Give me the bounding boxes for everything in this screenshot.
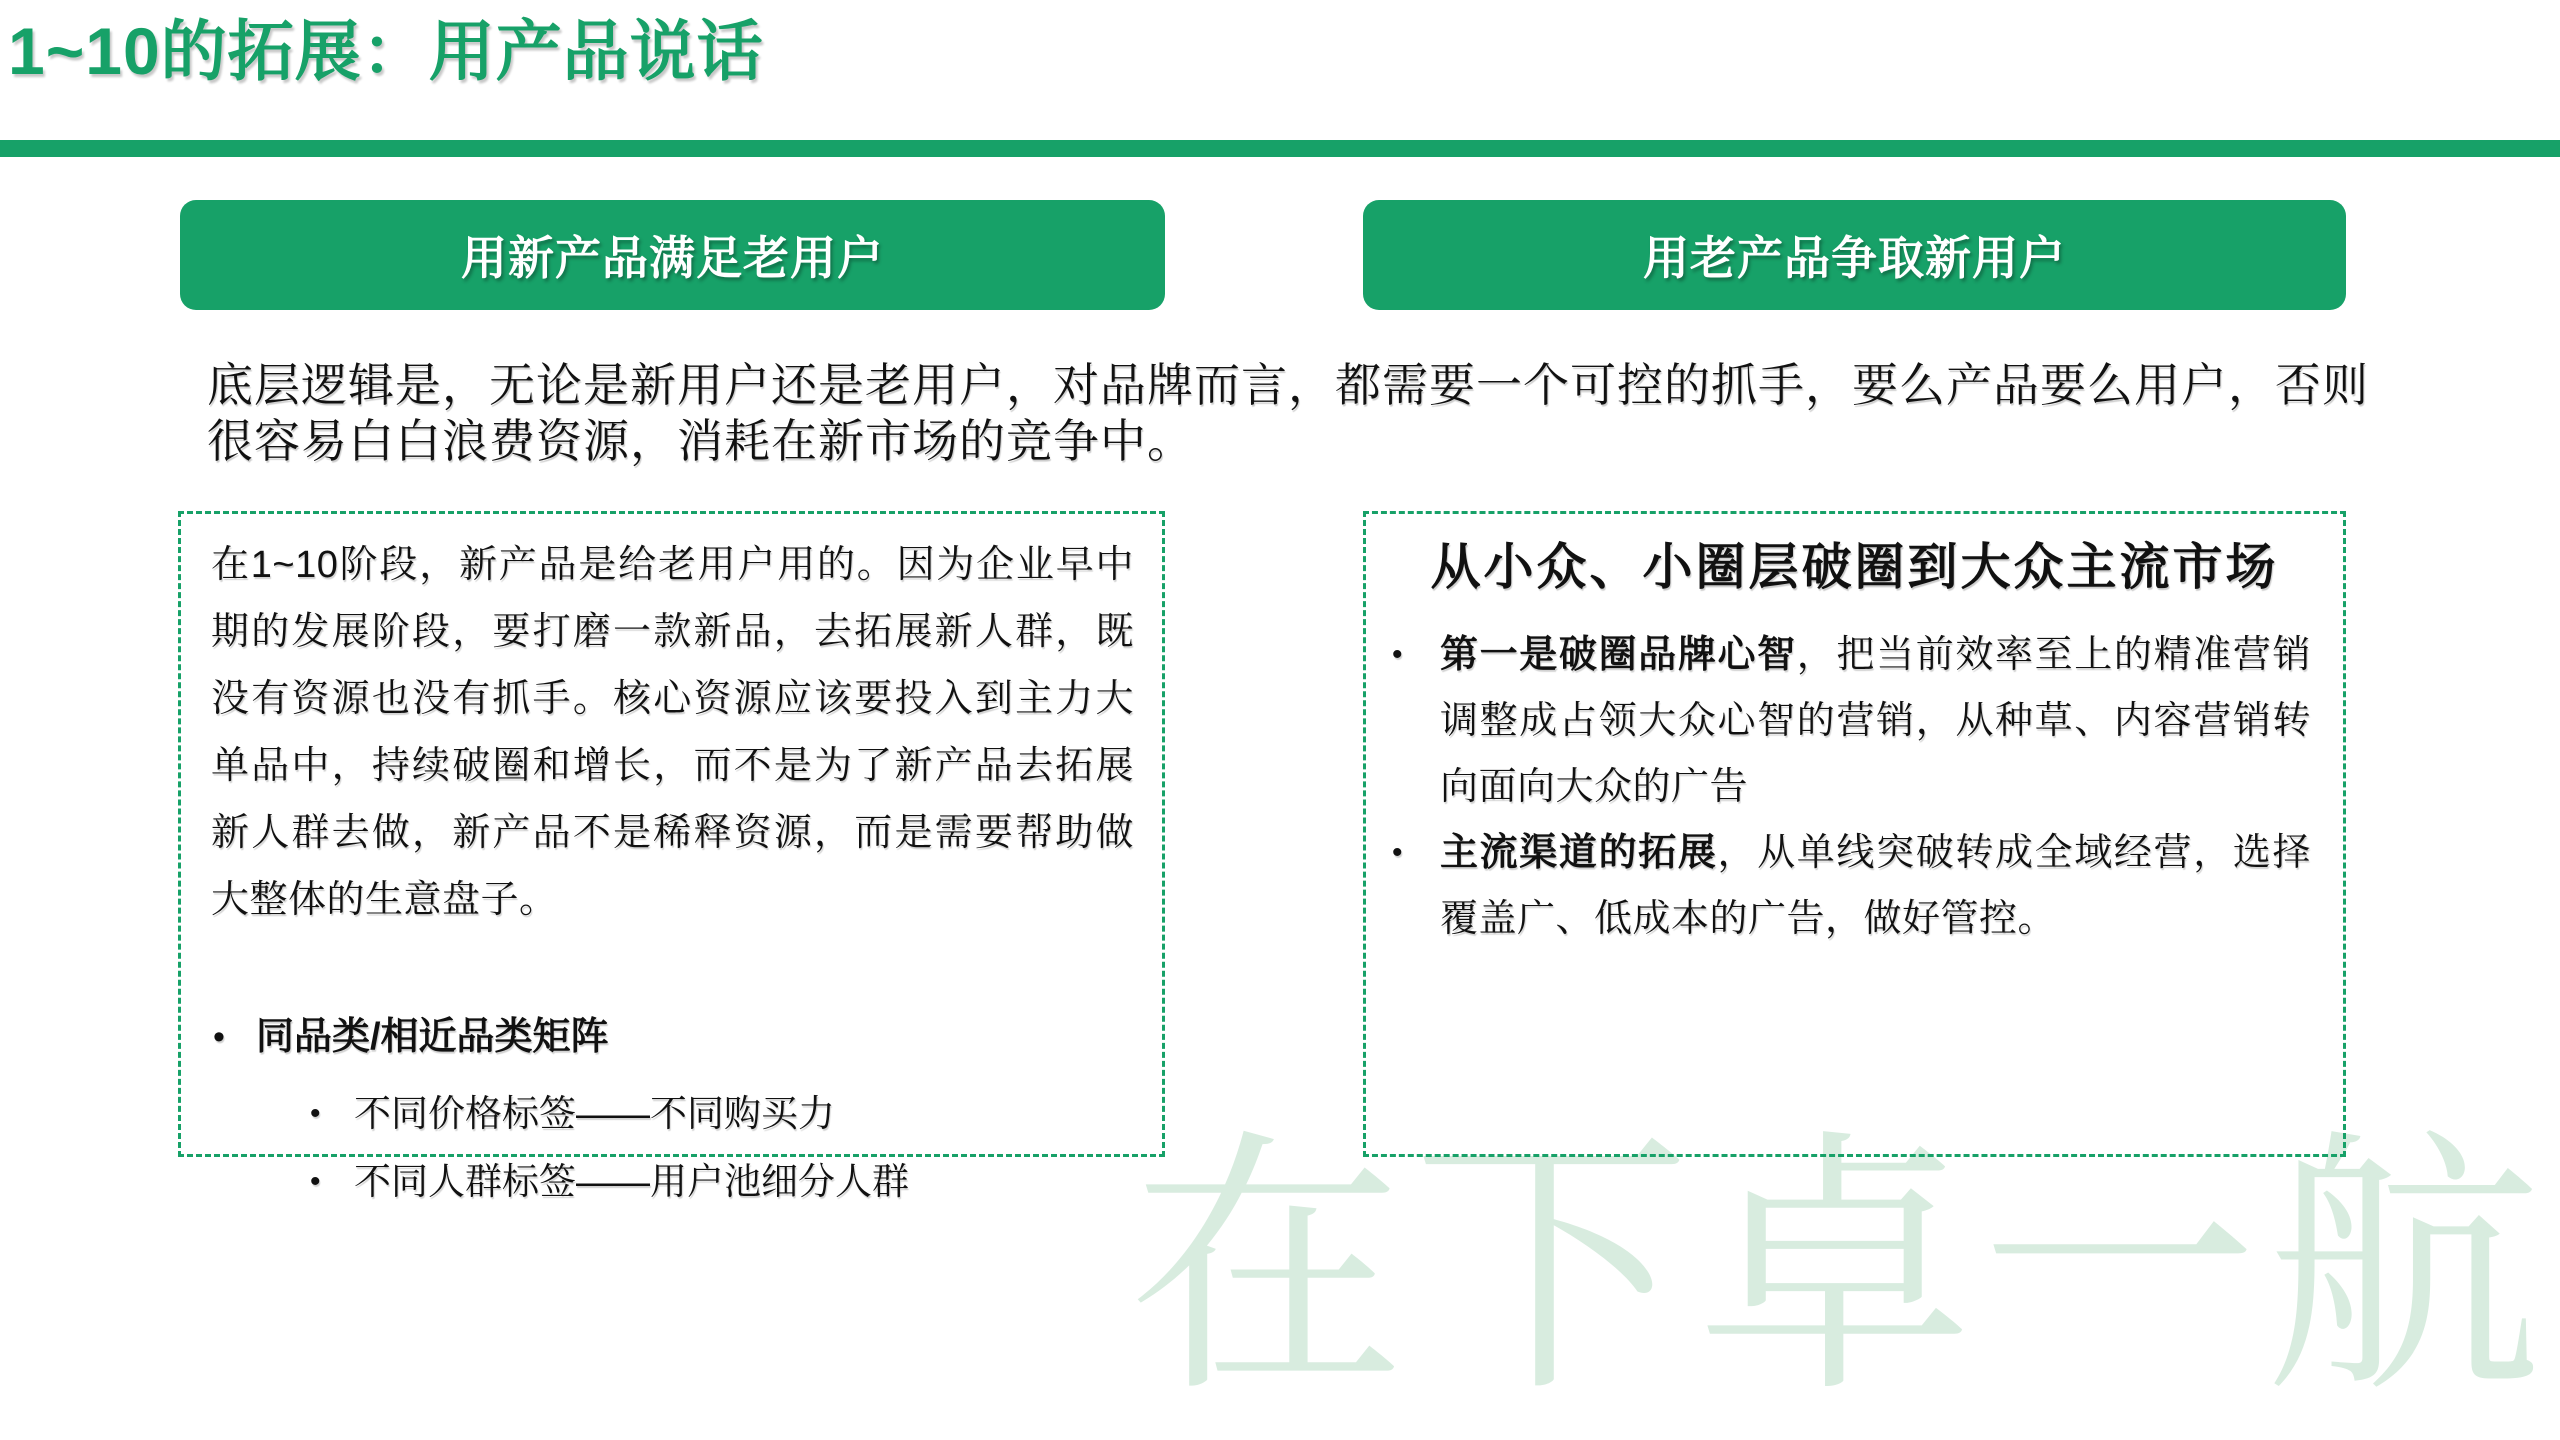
left-box-sub-bullet-list	[181, 1080, 1162, 1216]
left-topic-pill-label: 用新产品满足老用户	[461, 232, 884, 284]
left-dashed-box	[178, 511, 1165, 1202]
right-box-heading: 从小众、小圈层破圈到大众主流市场	[1430, 539, 2279, 595]
bullet-lead-text: 第一是破圈品牌心智	[1440, 634, 1797, 676]
watermark: 在下卓一航	[1128, 1112, 2548, 1423]
right-box-bullet-list	[1366, 622, 2343, 952]
bullet-rest-text: ，从单线突破转成全域经营，选择覆盖广、低成本的广告，做好管控。	[1440, 832, 2311, 940]
list-item	[181, 1012, 1162, 1062]
list-item	[181, 1080, 1162, 1148]
right-dashed-box	[1363, 511, 2346, 1157]
right-topic-pill	[1363, 200, 2346, 310]
left-box-bullet-title: 同品类/相近品类矩阵	[256, 1016, 609, 1058]
list-item	[181, 1148, 1162, 1216]
title-divider	[0, 140, 2560, 157]
left-topic-pill	[180, 200, 1165, 310]
bullet-lead-text: 主流渠道的拓展	[1440, 832, 1718, 874]
sub-bullet-text: 不同价格标签——不同购买力	[354, 1093, 835, 1134]
sub-bullet-text: 不同人群标签——用户池细分人群	[354, 1161, 909, 1202]
left-box-bullet-list	[181, 1012, 1162, 1062]
intro-paragraph: 底层逻辑是，无论是新用户还是老用户，对品牌而言，都需要一个可控的抓手，要么产品要么用户，否则很容易白白浪费资源，消耗在新市场的竞争中。	[207, 359, 2369, 467]
page-title: 1~10的拓展：用产品说话	[8, 14, 764, 88]
bullet-rest-text: ，把当前效率至上的精准营销调整成占领大众心智的营销，从种草、内容营销转向面向大众的广告	[1440, 634, 2311, 808]
right-topic-pill-label: 用老产品争取新用户	[1643, 232, 2066, 284]
list-item	[1366, 820, 2343, 952]
left-box-paragraph: 在1~10阶段，新产品是给老用户用的。因为企业早中期的发展阶段，要打磨一款新品，去拓展新人群，既没有资源也没有抓手。核心资源应该要投入到主力大单品中，持续破圈和增长，而不是为了新产品去拓展新人群去做，新产品不是稀释资源，而是需要帮助做大整体的生意盘子。	[211, 544, 1134, 921]
list-item	[1366, 622, 2343, 820]
